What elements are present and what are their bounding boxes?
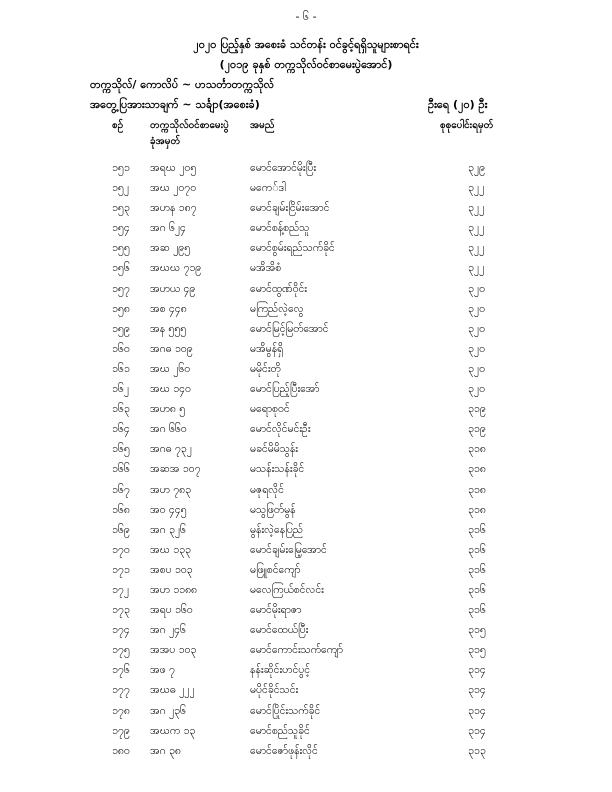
roll-number: အဂ ၃၂၆ <box>150 523 186 536</box>
table-row <box>0 301 612 321</box>
student-name: မဖြူစင်ကျော် <box>250 563 301 576</box>
row-number: ၁၇၂ <box>112 583 129 596</box>
row-number: ၁၆၇ <box>112 483 130 496</box>
total-marks: ၃၁၄ <box>468 724 486 737</box>
roll-number: အဃ ၂၀၇၀ <box>150 182 197 195</box>
row-number: ၁၅၃ <box>112 202 130 215</box>
results-list <box>0 160 612 763</box>
student-name: မောင်ပြည့်ပြီးအော် <box>250 383 320 396</box>
row-number: ၁၅၅ <box>112 242 130 255</box>
total-marks: ၃၁၈ <box>468 503 486 516</box>
roll-number: အဟ ၁၁၈၈ <box>150 583 198 596</box>
roll-number: အဟ ၇၈၃ <box>150 483 192 496</box>
total-marks: ၃၁၆ <box>468 604 486 617</box>
roll-number: အန ၅၅၅ <box>150 322 187 335</box>
total-marks: ၃၂၀ <box>468 302 485 315</box>
roll-number: အဆ ၂၉၅ <box>150 242 191 255</box>
row-number: ၁၇၅ <box>112 644 130 657</box>
total-marks: ၃၁၈ <box>468 443 486 456</box>
student-name: မောင်ချမ်းငြိမ်းအောင် <box>250 202 330 215</box>
roll-number: အဃဓ ၂၂၂ <box>150 684 195 697</box>
student-name: မောင်ဇော်ဖုန်းလိုင် <box>250 744 318 757</box>
total-marks: ၃၁၆ <box>468 543 486 556</box>
total-marks: ၃၁၆ <box>468 563 486 576</box>
student-name: မောင်ထွဏ်ဝိုင်း <box>250 282 307 295</box>
title-line-1: ၂၀၂၀ ပြည့်နှစ် အစေးခံ သင်တန်း ဝင်ခွင့်ရရှိသူများစာရင်း <box>193 38 419 51</box>
student-name: မကြည်လဲ့လွေ <box>250 302 304 315</box>
student-name: မသွဖြတ်မွန် <box>250 503 296 516</box>
table-row <box>0 260 612 280</box>
total-marks: ၃၁၄ <box>468 684 486 697</box>
table-row <box>0 160 612 180</box>
student-name: မောင်စည်သူခိုင် <box>250 724 310 737</box>
roll-number: အဃက ၁၃ <box>150 724 196 737</box>
table-row <box>0 341 612 361</box>
table-row <box>0 200 612 220</box>
table-row <box>0 682 612 702</box>
total-marks: ၃၁၄ <box>468 704 486 717</box>
table-row <box>0 743 612 763</box>
roll-number: အဂ ၃၈ <box>150 744 181 757</box>
roll-number: အဂ ၆၂၄ <box>150 222 186 235</box>
row-number: ၁၆၉ <box>112 523 130 536</box>
total-marks: ၃၁၄ <box>468 664 486 677</box>
total-marks: ၃၁၉ <box>468 403 486 416</box>
total-marks: ၃၂၉ <box>468 162 485 174</box>
student-name: မောင်ထေယ်ပြီး <box>250 624 309 637</box>
total-marks: ၃၁၆ <box>468 523 486 536</box>
table-row <box>0 602 612 622</box>
table-row <box>0 220 612 240</box>
row-number: ၁၇၀ <box>112 543 130 556</box>
table-row <box>0 461 612 481</box>
student-name: မလေကြယ်စင်လင်း <box>250 583 324 596</box>
table-row <box>0 703 612 723</box>
roll-number: အရပ ၁၆၀ <box>150 604 193 617</box>
student-name: မဇုရလိုင် <box>250 483 284 496</box>
total-marks: ၃၁၆ <box>468 583 486 596</box>
table-row <box>0 723 612 743</box>
roll-number: အဂဓ ၁၀၉ <box>150 342 193 355</box>
table-row <box>0 441 612 461</box>
table-row <box>0 622 612 642</box>
student-name: မောင်မိုးရာဇာ <box>250 604 302 617</box>
student-name: မမိုင်းတို <box>250 362 281 375</box>
student-name: နန်းဆိုင်းဟင်ပွင့် <box>250 664 311 677</box>
roll-number: အဝ ၄၄၅ <box>150 503 187 516</box>
table-row <box>0 401 612 421</box>
row-number: ၁၆၁ <box>112 362 130 375</box>
roll-number: အအပ ၁၀၃ <box>150 644 197 657</box>
row-number: ၁၅၈ <box>112 302 130 315</box>
row-number: ၁၇၉ <box>112 724 130 737</box>
roll-number: အဆအ ၁၀၇ <box>150 463 201 476</box>
row-number: ၁၅၂ <box>112 182 129 195</box>
row-number: ၁၈၀ <box>112 744 130 757</box>
total-marks: ၃၂၂ <box>468 182 485 195</box>
table-row <box>0 482 612 502</box>
total-marks: ၃၂၀ <box>468 383 485 396</box>
student-name: မောင်အောင်မိုးပြီး <box>250 162 316 174</box>
total-marks: ၃၂၀ <box>468 342 485 355</box>
roll-number: အဟယ ၄၉ <box>150 282 196 295</box>
table-row <box>0 240 612 260</box>
table-row <box>0 421 612 441</box>
header-roll-number: တက္ကသိုလ်ဝင်စာမေးပွဲ <box>150 120 229 131</box>
total-marks: ၃၂၂ <box>468 202 485 215</box>
table-row <box>0 502 612 522</box>
row-number: ၁၆၂ <box>112 383 129 396</box>
row-number: ၁၆၀ <box>112 342 130 355</box>
student-name: မောင်စွမ်းရည်သက်ခိုင် <box>250 242 335 255</box>
quota-label: ဦးရေ (၂၀) ဦး <box>428 98 488 111</box>
total-marks: ၃၂၀ <box>468 362 485 375</box>
student-name: မကေ်ဒါ <box>250 182 286 195</box>
row-number: ၁၇၄ <box>112 624 130 637</box>
page-number: - ၆ - <box>295 10 317 23</box>
student-name: မသန်းသန်းခိုင် <box>250 463 305 476</box>
row-number: ၁၇၃ <box>112 604 130 617</box>
roll-number: အဃ ၁၄၀ <box>150 383 191 396</box>
table-row <box>0 321 612 341</box>
table-row <box>0 582 612 602</box>
roll-number: အဖ ၇ <box>150 664 175 677</box>
total-marks: ၃၂၀ <box>468 322 485 335</box>
row-number: ၁၅၄ <box>112 222 130 235</box>
total-marks: ၃၂၂ <box>468 242 485 255</box>
category-label: အတွေ့ပြအားသာချက် ~ သင်္ချာ(အစေးခံ) <box>90 98 260 111</box>
roll-number: အစ ၄၄၈ <box>150 302 187 315</box>
row-number: ၁၆၃ <box>112 403 130 416</box>
university-label: တက္ကသိုလ်/ ကောလိပ် ~ ဟသင်္တာတက္ကသိုလ် <box>90 78 275 91</box>
roll-number: အစပ ၁၀၃ <box>150 563 193 576</box>
row-number: ၁၇၈ <box>112 704 130 717</box>
row-number: ၁၆၈ <box>112 503 130 516</box>
table-row <box>0 662 612 682</box>
roll-number: အဂ ၂၃၆ <box>150 704 186 717</box>
title-line-2: (၂၀၁၉ ခုနှစ် တက္ကသိုလ်ဝင်စာမေးပွဲအောင်) <box>219 58 393 71</box>
student-name: မောင်ပြိုင်းသက်ခိုင် <box>250 704 321 717</box>
roll-number: အဂ ၂၄၆ <box>150 624 186 637</box>
roll-number: အဃ ၂၆၀ <box>150 362 191 375</box>
student-name: မအိအိစံ <box>250 262 282 275</box>
row-number: ၁၆၆ <box>112 463 130 476</box>
student-name: မောင်မြင့်မြတ်အောင် <box>250 322 329 335</box>
total-marks: ၃၁၃ <box>468 744 486 757</box>
row-number: ၁၅၆ <box>112 262 130 275</box>
student-name: မပိုင်ခိုင်သင်း <box>250 684 299 697</box>
roll-number: အဟ၈ ၅ <box>150 403 186 416</box>
student-name: မခင်မိမိသွန်း <box>250 443 298 456</box>
header-total-marks: စုစုပေါင်းရမှတ် <box>440 120 494 131</box>
row-number: ၁၅၁ <box>112 162 130 174</box>
student-name: မွန်းလဲ့နေပြည် <box>250 523 303 536</box>
table-row <box>0 562 612 582</box>
total-marks: ၃၂၂ <box>468 222 485 235</box>
student-name: မောင်ချမ်းမြေ့အောင် <box>250 543 327 556</box>
table-row <box>0 281 612 301</box>
roll-number: အဟန ၁၈၇ <box>150 202 197 215</box>
roll-number: အရဃ ၂၀၅ <box>150 162 197 174</box>
table-row <box>0 361 612 381</box>
student-name: မအိမွန်ရှိ <box>250 342 284 355</box>
table-row <box>0 381 612 401</box>
total-marks: ၃၁၉ <box>468 423 486 436</box>
total-marks: ၃၁၅ <box>468 644 486 657</box>
table-row <box>0 642 612 662</box>
student-name: မောင်လိုင်မင်းဦး <box>250 423 311 436</box>
total-marks: ၃၂၂ <box>468 262 485 275</box>
header-roll-number-line2: ခုံအမှတ် <box>150 136 181 147</box>
student-name: မောင်စန့်စည်သူ <box>250 222 310 235</box>
header-no: စဉ် <box>112 120 124 131</box>
row-number: ၁၇၆ <box>112 664 130 677</box>
header-name: အမည် <box>250 120 275 131</box>
row-number: ၁၅၇ <box>112 282 130 295</box>
total-marks: ၃၂၀ <box>468 282 485 295</box>
row-number: ၁၆၄ <box>112 423 130 436</box>
table-row <box>0 180 612 200</box>
table-row <box>0 522 612 542</box>
student-name: မောင်ကောင်းသက်ကျော် <box>250 644 344 657</box>
table-row <box>0 542 612 562</box>
roll-number: အဂ ၆၆၀ <box>150 423 187 436</box>
row-number: ၁၇၁ <box>112 563 130 576</box>
row-number: ၁၅၉ <box>112 322 130 335</box>
row-number: ၁၆၅ <box>112 443 130 456</box>
roll-number: အဃဃ ၇၁၉ <box>150 262 202 275</box>
roll-number: အဃ ၁၃၃ <box>150 543 191 556</box>
total-marks: ၃၁၈ <box>468 483 486 496</box>
total-marks: ၃၁၈ <box>468 463 486 476</box>
roll-number: အဂဓ ၇၃၂ <box>150 443 192 456</box>
student-name: မရောစုဝင် <box>250 403 290 416</box>
row-number: ၁၇၇ <box>112 684 130 697</box>
total-marks: ၃၁၅ <box>468 624 486 637</box>
